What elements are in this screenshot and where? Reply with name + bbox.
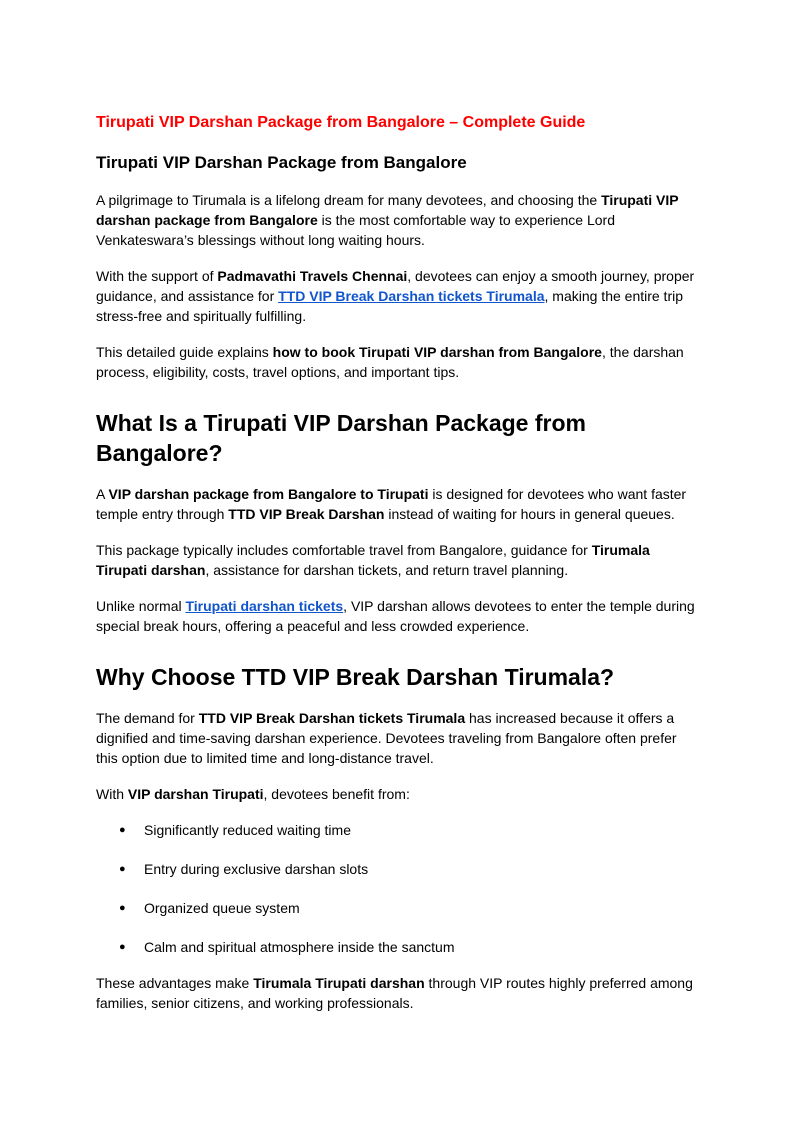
document-page: [96, 112, 700, 1029]
section-1-paragraph-1: A VIP darshan package from Bangalore to Tirupati is designed for devotees who want faster temple entry through TTD VIP Break Darshan instead of waiting for hours in general queues.: [96, 486, 687, 522]
ttd-vip-break-darshan-link[interactable]: TTD VIP Break Darshan tickets Tirumala: [278, 288, 545, 304]
list-item: ● Organized queue system: [119, 900, 300, 916]
section-2-paragraph-1: The demand for TTD VIP Break Darshan tickets Tirumala has increased because it offers a dignified and time-saving darshan experience. Devotees traveling from Bangalore often prefer this option due to limited time and long-distance travel.: [96, 710, 677, 766]
benefits-list: [96, 820, 700, 957]
intro-paragraph-2: With the support of Padmavathi Travels Chennai, devotees can enjoy a smooth journey, proper guidance, and assistance for TTD VIP Break Darshan tickets Tirumala, making the entire trip stress-free and spiritually fulfilling.: [96, 268, 695, 324]
section-2-paragraph-2: With VIP darshan Tirupati, devotees benefit from:: [96, 786, 410, 802]
subtitle-heading: Tirupati VIP Darshan Package from Bangalore: [96, 153, 467, 172]
tirupati-darshan-tickets-link[interactable]: Tirupati darshan tickets: [185, 598, 344, 614]
list-item: ● Calm and spiritual atmosphere inside the sanctum: [119, 939, 455, 955]
intro-paragraph-1: A pilgrimage to Tirumala is a lifelong dream for many devotees, and choosing the Tirupati VIP darshan package from Bangalore is the most comfortable way to experience Lord Venkateswara’s blessings without long waiting hours.: [96, 192, 679, 248]
document-title: Tirupati VIP Darshan Package from Bangalore – Complete Guide: [96, 114, 586, 131]
bullet-icon: ●: [119, 824, 126, 836]
bullet-icon: ●: [119, 902, 126, 914]
section-1-paragraph-2: This package typically includes comfortable travel from Bangalore, guidance for Tirumala Tirupati darshan, assistance for darshan tickets, and return travel planning.: [96, 542, 650, 578]
section-2-heading: Why Choose TTD VIP Break Darshan Tirumala?: [96, 664, 615, 690]
bullet-icon: ●: [119, 941, 126, 953]
list-item: ● Entry during exclusive darshan slots: [119, 861, 369, 877]
section-1-heading: What Is a Tirupati VIP Darshan Package from Bangalore?: [96, 410, 586, 466]
section-1-paragraph-3: Unlike normal Tirupati darshan tickets, VIP darshan allows devotees to enter the temple during special break hours, offering a peaceful and less crowded experience.: [96, 598, 695, 634]
bullet-icon: ●: [119, 863, 126, 875]
list-item: ● Significantly reduced waiting time: [119, 822, 351, 838]
section-2-paragraph-3: These advantages make Tirumala Tirupati darshan through VIP routes highly preferred among families, senior citizens, and working professionals.: [96, 975, 693, 1011]
intro-paragraph-3: This detailed guide explains how to book Tirupati VIP darshan from Bangalore, the darshan process, eligibility, costs, travel options, and important tips.: [96, 344, 684, 380]
